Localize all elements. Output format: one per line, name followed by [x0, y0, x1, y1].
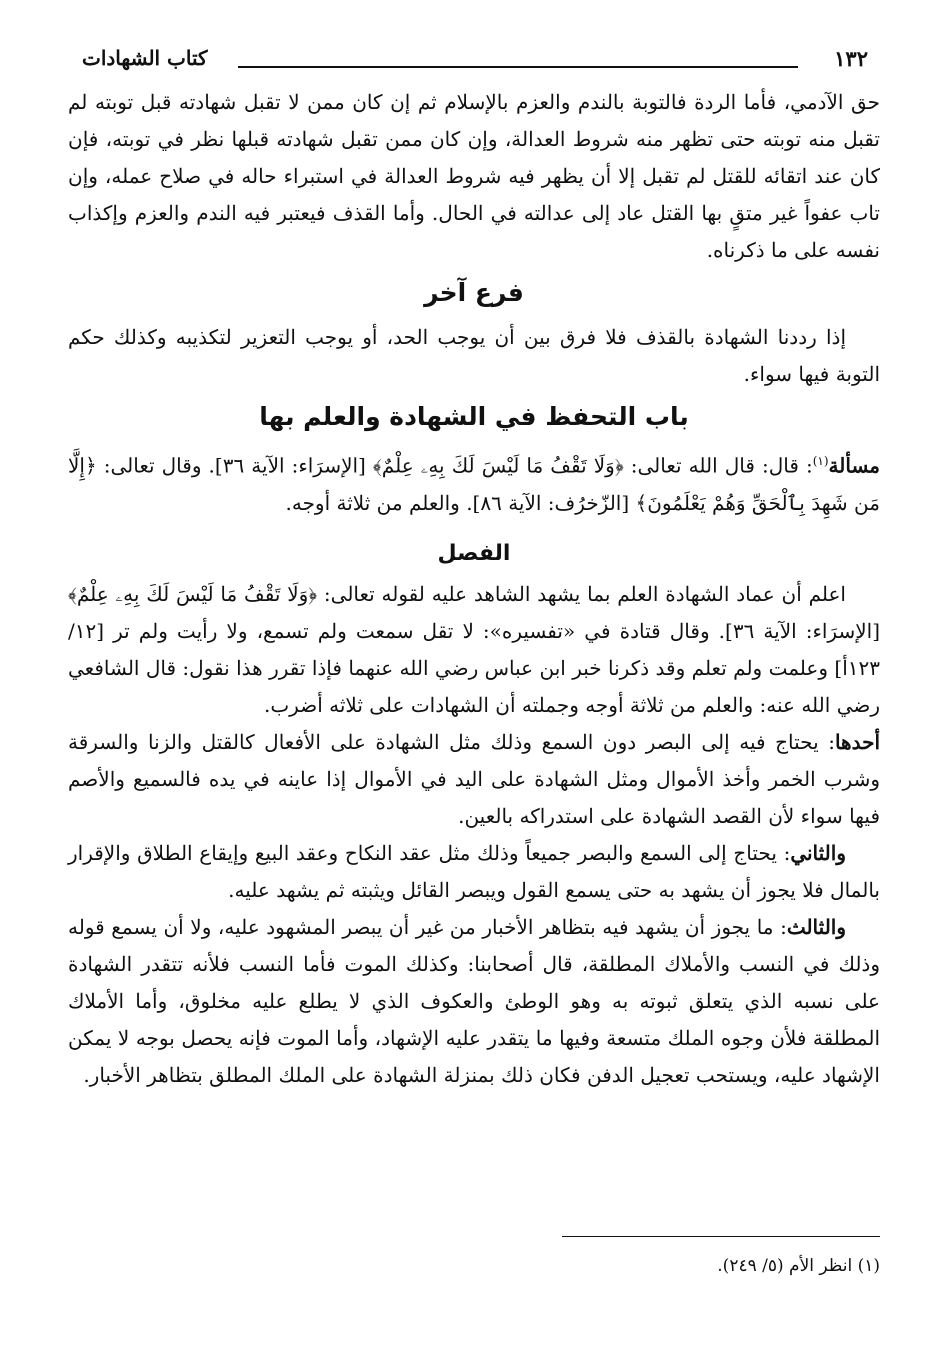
running-title: كتاب الشهادات — [82, 46, 208, 70]
masala-text: : قال: قال الله تعالى: ﴿وَلَا تَقْفُ مَا لَيْسَ لَكَ بِهِۦ عِلْمٌ﴾ [الإسرَاء: الآية ٣٦]. وقال تعالى: ﴿إِلَّا مَن شَهِدَ بِٱلْحَقِّ وَهُمْ يَعْلَمُونَ﴾ [الزّخرُف: الآية ٨٦]. والعلم من ثلاثة أوجه. — [68, 453, 880, 515]
paragraph-fasl: اعلم أن عماد الشهادة العلم بما يشهد الشاهد عليه لقوله تعالى: ﴿وَلَا تَقْفُ مَا لَيْسَ لَكَ بِهِۦ عِلْمٌ﴾ [الإسرَاء: الآية ٣٦]. وقال قتادة في «تفسيره»: لا تقل سمعت ولم تسمع، ولا رأيت ولم تر [١٢/ ١٢٣أ] وعلمت ولم تعلم وقد ذكرنا خبر ابن عباس رضي الله عنهما فإذا تقرر هذا نقول: قال الشافعي رضي الله عنه: والعلم من ثلاثة أوجه وجملته أن الشهادات على ثلاثه أضرب. — [68, 581, 880, 717]
footnote-rule — [562, 1236, 880, 1237]
page-number: ١٣٢ — [834, 46, 868, 71]
fasl-heading: الفصل — [437, 540, 511, 566]
paragraph-qadhf: إذا رددنا الشهادة بالقذف فلا فرق بين أن يوجب الحد، أو يوجب التعزير لتكذيبه وكذلك حكم التوبة فيها سواء. — [68, 325, 880, 386]
footnote: (١) انظر الأم (٥/ ٢٤٩). — [717, 1256, 880, 1276]
section-heading-far-akhar: فرع آخر — [424, 278, 524, 307]
third-kind-text: : ما يجوز أن يشهد فيه بتظاهر الأخبار من غير أن يبصر المشهود عليه، ولا أن يسمع قوله وذلك في النسب والأملاك المطلقة، قال أصحابنا: وكذلك الموت فأما النسب فلأنه تتقدر الشهادة على نسبه الذي يتعلق ثبوته به وهو الوطئ والعكوف الذي لا يطلع عليه مخلوق، وأما الأملاك المطلقة فلأن وجوه الملك متسعة وفيها ما يتقدر عليه الإشهاد، وأما الموت فإنه يحصل بوجه لا يمكن الإشهاد عليه، ويستحب تعجيل الدفن فكان ذلك بمنزلة الشهادة على الملك المطلق بتظاهر الأخبار. — [68, 914, 880, 1087]
chapter-heading: باب التحفظ في الشهادة والعلم بها — [259, 402, 689, 431]
footnote-area — [68, 0, 880, 1372]
second-kind-label: والثاني — [790, 840, 846, 865]
masala-label: مسألة — [828, 453, 880, 478]
paragraph-repentance: حق الآدمي، فأما الردة فالتوبة بالندم والعزم بالإسلام ثم إن كان ممن لا تقبل شهادته قبل توبته لم تقبل منه توبته حتى تظهر منه شروط العدالة، وإن كان ممن تقبل شهادته قبلها نظر في توبته، فإن كان عند اتقائه للقتل لم تقبل إلا أن يظهر فيه شروط العدالة في استبراء حاله في صلاح عمله، وإن تاب عفواً غير متقٍ بها القتل عاد إلى عدالته في الحال. وأما القذف فيعتبر فيه الندم والعزم وإكذاب نفسه على ما ذكرناه. — [68, 90, 880, 262]
first-kind-text: : يحتاج فيه إلى البصر دون السمع وذلك مثل الشهادة على الأفعال كالقتل والزنا والسرقة وشرب الخمر وأخذ الأموال ومثل الشهادة على اليد في الأموال إذا عاينه في يده فالسميع والأصم فيها سواء لأن القصد الشهادة على استدراكه بالعين. — [68, 729, 880, 828]
footnote-marker: (١) — [812, 454, 829, 468]
third-kind-label: والثالث — [786, 914, 846, 939]
second-kind-text: : يحتاج إلى السمع والبصر جميعاً وذلك مثل عقد النكاح وعقد البيع وإيقاع الطلاق والإقرار بالمال فلا يجوز أن يشهد به حتى يسمع القول ويبصر القائل ويثبته ثم يشهد عليه. — [68, 840, 880, 902]
first-kind-label: أحدها — [834, 729, 880, 754]
